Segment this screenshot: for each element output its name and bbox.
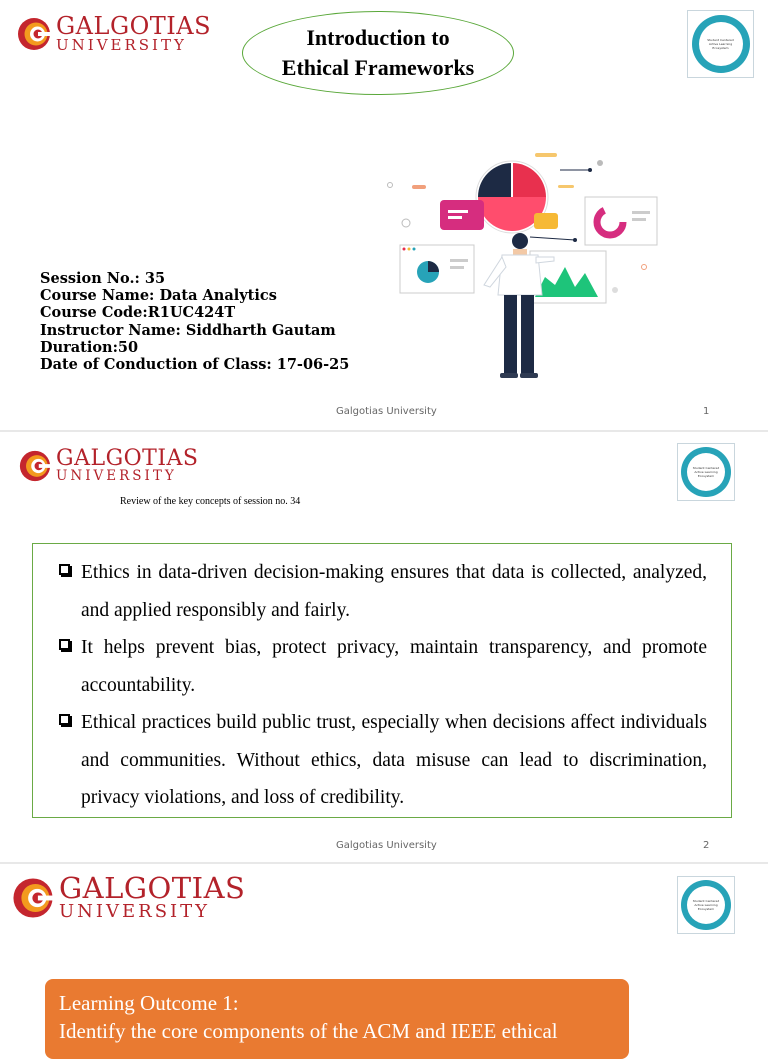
badge-text-3: Ecosystem [712, 46, 729, 50]
university-name-line2: UNIVERSITY [56, 36, 187, 54]
galgotias-emblem-icon [18, 449, 52, 483]
course-name: Course Name: Data Analytics [40, 287, 277, 305]
outcome-text: Identify the core components of the ACM and IEEE ethical [59, 1019, 558, 1043]
university-logo [18, 448, 199, 484]
badge-text-1: Student Centered [692, 899, 720, 903]
badge-text-3: Ecosystem [697, 907, 715, 911]
bullet-text: It helps prevent bias, protect privacy, maintain transparency, and promote accountability. [81, 637, 707, 696]
footer-text: Galgotias University [336, 406, 437, 417]
outcome-title: Learning Outcome 1: [59, 991, 239, 1015]
bullet-text: Ethics in data-driven decision-making ensures that data is collected, analyzed, and applied responsibly and fairly. [81, 562, 707, 621]
title-line-2: Ethical Frameworks [281, 55, 475, 80]
title-line-1: Introduction to [306, 25, 450, 50]
page-number: 1 [703, 406, 710, 417]
slide-2 [0, 432, 768, 862]
badge-text-2: Active Learning [708, 42, 733, 46]
bullet-item [59, 704, 707, 817]
badge-text-2: Active Learning [694, 903, 718, 907]
analytics-illustration [380, 145, 670, 385]
badge-text-1: Student Centered [707, 38, 734, 42]
badge-text-3: Ecosystem [697, 474, 715, 478]
university-wordmark [56, 448, 199, 484]
key-concepts-box [32, 543, 732, 818]
checkbox-square-icon [59, 564, 70, 575]
university-name-line2: UNIVERSITY [56, 468, 177, 484]
badge-text-2: Active Learning [694, 470, 718, 474]
bullet-text: Ethical practices build public trust, especially when decisions affect individuals and communities. Without ethics, data misuse can lead to discrimination, privacy violations, and loss of credibility. [81, 712, 707, 808]
university-wordmark [56, 14, 211, 53]
university-name-line1: GALGOTIAS [59, 871, 246, 905]
footer-text: Galgotias University [336, 840, 437, 851]
galgotias-emblem-icon [11, 876, 55, 920]
university-name-line1: GALGOTIAS [56, 12, 212, 40]
slide-1 [0, 0, 768, 430]
galgotias-emblem-icon [16, 16, 52, 52]
gscale-badge [687, 10, 754, 78]
page-number: 2 [703, 840, 710, 851]
class-date: Date of Conduction of Class: 17-06-25 [40, 356, 350, 374]
session-info [40, 270, 350, 374]
bullet-item [59, 554, 707, 629]
duration: Duration:50 [40, 338, 139, 356]
learning-outcome-box [45, 979, 629, 1059]
checkbox-square-icon [59, 714, 70, 725]
university-wordmark [59, 871, 246, 922]
course-code: Course Code:R1UC424T [40, 304, 236, 322]
gscale-badge [677, 876, 735, 934]
checkbox-square-icon [59, 639, 70, 650]
university-name-line2: UNIVERSITY [59, 901, 211, 922]
slide-3 [0, 864, 768, 1043]
university-name-line1: GALGOTIAS [56, 446, 199, 471]
university-logo [16, 14, 211, 53]
instructor-name: Instructor Name: Siddharth Gautam [40, 321, 336, 339]
slide-title [242, 11, 514, 95]
gscale-badge [677, 443, 735, 501]
bullet-item [59, 629, 707, 704]
review-caption: Review of the key concepts of session no. 34 [120, 496, 301, 507]
university-logo [11, 871, 246, 922]
badge-text-1: Student Centered [692, 466, 720, 470]
session-number: Session No.: 35 [40, 270, 166, 287]
